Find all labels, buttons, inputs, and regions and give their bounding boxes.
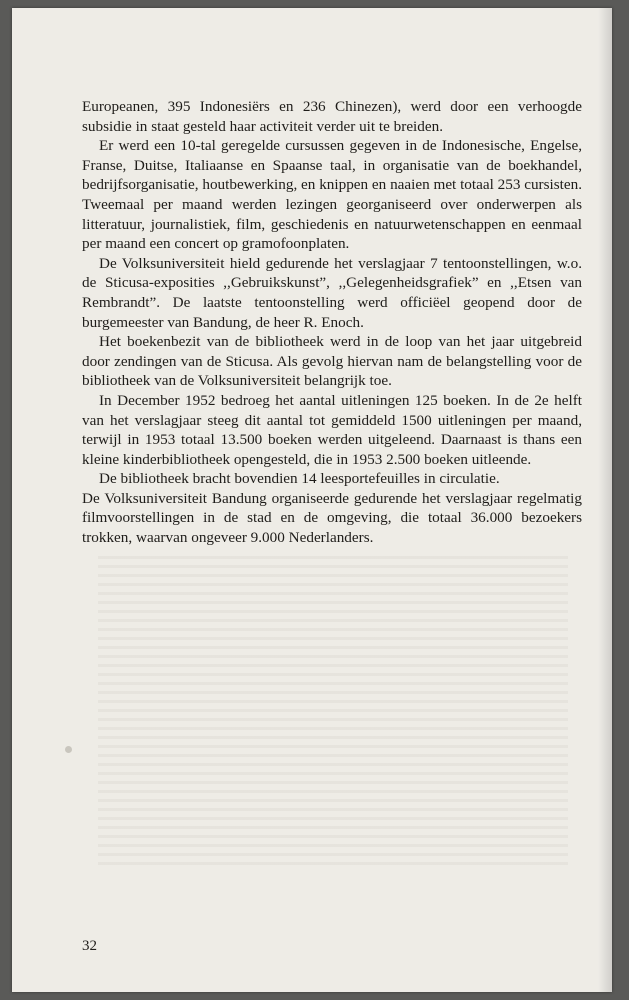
paper-speck [65,746,72,753]
paragraph: De bibliotheek bracht bovendien 14 leesportefeuilles in circulatie. [99,470,500,488]
paragraph: In December 1952 bedroeg het aantal uitleningen 125 boeken. In de 2e helft van het verslagjaar steeg dit aantal tot gemiddeld 1500 uitleningen per maand, terwijl in 1953 totaal 13.500 boeken werden uitgeleend. Daarnaast is thans een kleine kinderbibliotheek opengesteld, die in 1953 2.500 boeken uitleende. [82,391,582,468]
paragraph: Er werd een 10-tal geregelde cursussen gegeven in de Indonesische, Engelse, Franse, Duitse, Italiaanse en Spaanse taal, in organisatie van de boekhandel, bedrijfsorganisatie, houtbewerking, en knippen en naaien met totaal 253 cursisten. Tweemaal per maand werden lezingen georganiseerd over onderwerpen als litteratuur, journalistiek, film, geschiedenis en natuurwetenschappen en eenmaal per maand een concert op gramofoonplaten. [82,137,582,253]
paragraph: Europeanen, 395 Indonesiërs en 236 Chinezen), werd door een verhoogde subsidie in staat gesteld haar activiteit verder uit te breiden. [82,98,582,135]
body-text [82,97,582,548]
paragraph: De Volksuniversiteit Bandung organiseerde gedurende het verslagjaar regelmatig filmvoorstellingen in de stad en de omgeving, die totaal 36.000 bezoekers trokken, waarvan ongeveer 9.000 Nederlanders. [82,489,582,547]
page-number: 32 [82,938,97,954]
paragraph: De Volksuniversiteit hield gedurende het verslagjaar 7 tentoonstellingen, w.o. de Sticusa-exposities ,,Gebruikskunst”, ,,Gelegenheidsgrafiek” en ,,Etsen van Rembrandt”. De laatste tentoonstelling werd officiëel geopend door de burgemeester van Bandung, de heer R. Enoch. [82,254,582,331]
document-page [12,8,612,992]
paragraph: Het boekenbezit van de bibliotheek werd in de loop van het jaar uitgebreid door zendingen van de Sticusa. Als gevolg hiervan nam de belangstelling voor de bibliotheek van de Volksuniversiteit belangrijk toe. [82,333,582,390]
bleed-through-texture [98,556,568,866]
